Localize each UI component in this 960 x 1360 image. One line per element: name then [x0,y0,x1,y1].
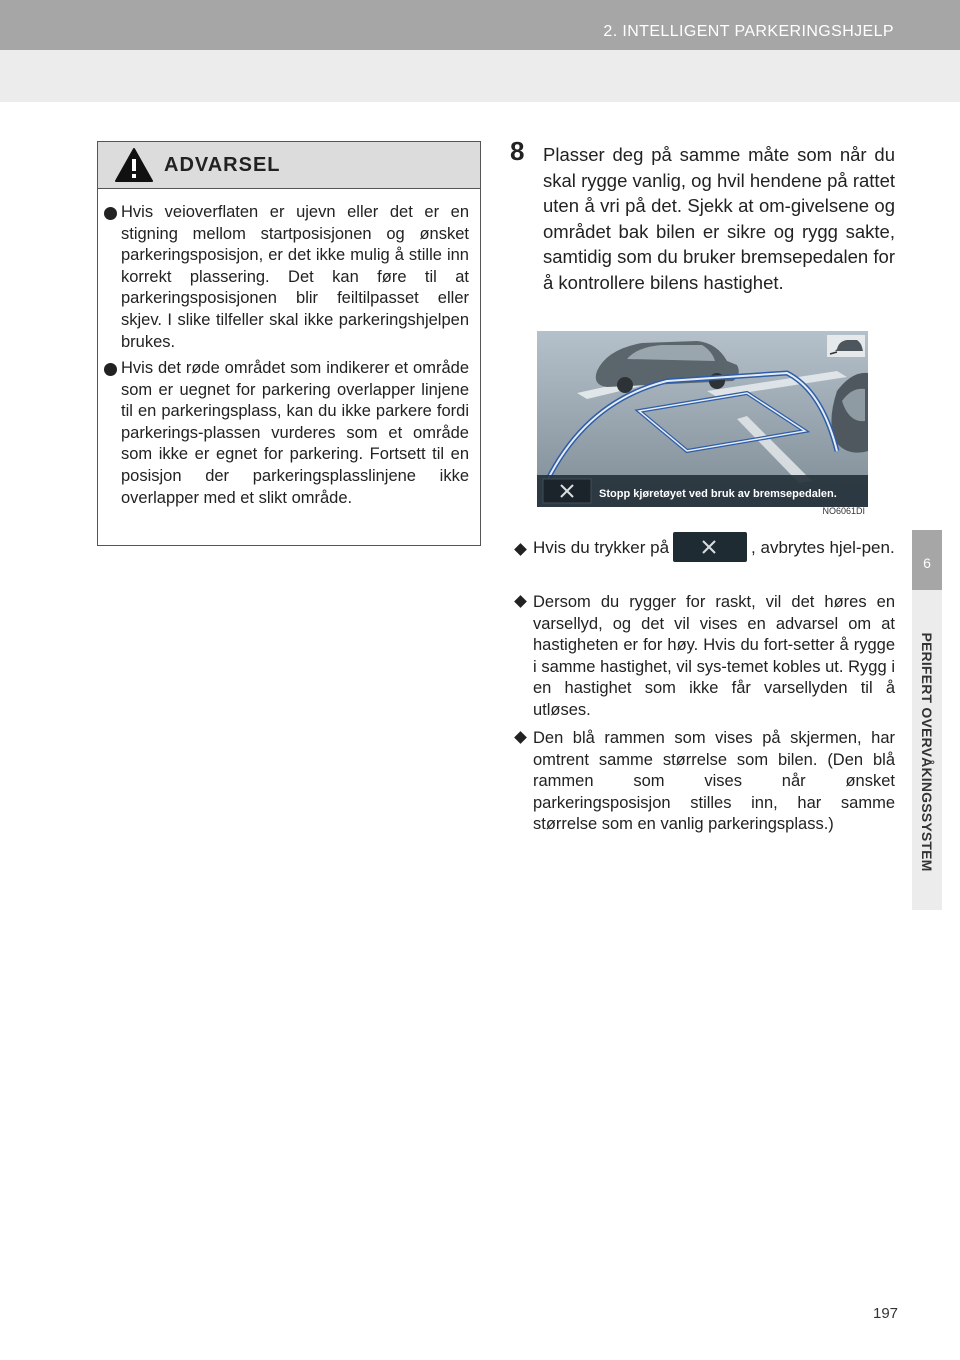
warning-text: Hvis det røde området som indikerer et område som er uegnet for parkering overlapper linjene til en parkeringsplass, kan du ikke parkere fordi parkerings-plassen vurderes som et område som ikke er egnet for parkering. Fortsett til en posisjon der parkeringsplasslinjene ikke overlapper med et slikt område. [121,359,469,507]
cancel-button-image [673,532,747,562]
chapter-label: PERIFERT OVERVÅKINGSSYSTEM [919,632,935,872]
page-number: 197 [873,1305,899,1322]
bullet-dot-icon [104,363,117,376]
bullet-diamond-icon [514,543,527,556]
warning-triangle-icon [114,147,154,183]
section-title: 2. INTELLIGENT PARKERINGSHJELP [603,23,894,40]
step-number: 8 [510,136,525,166]
figure-code: NO6061DI [822,506,865,516]
close-icon [701,539,717,555]
rear-camera-view [537,331,868,507]
bullet-dot-icon [104,207,117,220]
warning-text: Hvis veioverflaten er ujevn eller det er en stigning mellom startposisjonen og ønsket parkeringsposisjon, er det ikke mulig å stille inn korrekt plassering. Det kan føre til at parkeringsposisjonen blir feiltilpasset eller skjev. I slike tilfeller skal ikke parkeringshjelpen brukes. [121,203,469,351]
list-item-text: Den blå rammen som vises på skjermen, har omtrent samme størrelse som bilen. (Den blå rammen som vises når ønsket parkeringsposisjon stilles inn, har samme størrelse som en vanlig parkeringsplass.) [533,729,895,834]
header-bar [0,0,960,50]
step-text: Plasser deg på samme måte som når du skal rygge vanlig, og hvil hendene på rattet uten å vri på det. Sjekk at om-givelsene og området bak bilen er sikre og rygg sakte, samtidig som du bruker bremsepedalen for å kontrollere bilens hastighet. [543,144,895,293]
warning-box [97,141,481,546]
chapter-number: 6 [912,530,942,590]
warning-title: ADVARSEL [164,154,281,176]
camera-screen-figure [537,331,868,519]
list-item-text: Hvis du trykker på , avbrytes hjel-pen. [533,533,895,564]
car-mode-icon [827,335,865,357]
header-band [0,50,960,102]
bullet-diamond-icon [514,595,527,608]
screen-message: Stopp kjøretøyet ved bruk av bremsepedalen. [599,488,837,500]
list-item-text: Dersom du rygger for raskt, vil det høres en varsellyd, og det vil vises en advarsel om at hastigheten er for høy. Hvis du fort-setter å rygge i samme hastighet, vil sys-temet kobles ut. Rygg i en hastighet som ikke får varsellyden til å utløses. [533,593,895,719]
bullet-diamond-icon [514,731,527,744]
warning-header [98,142,480,189]
